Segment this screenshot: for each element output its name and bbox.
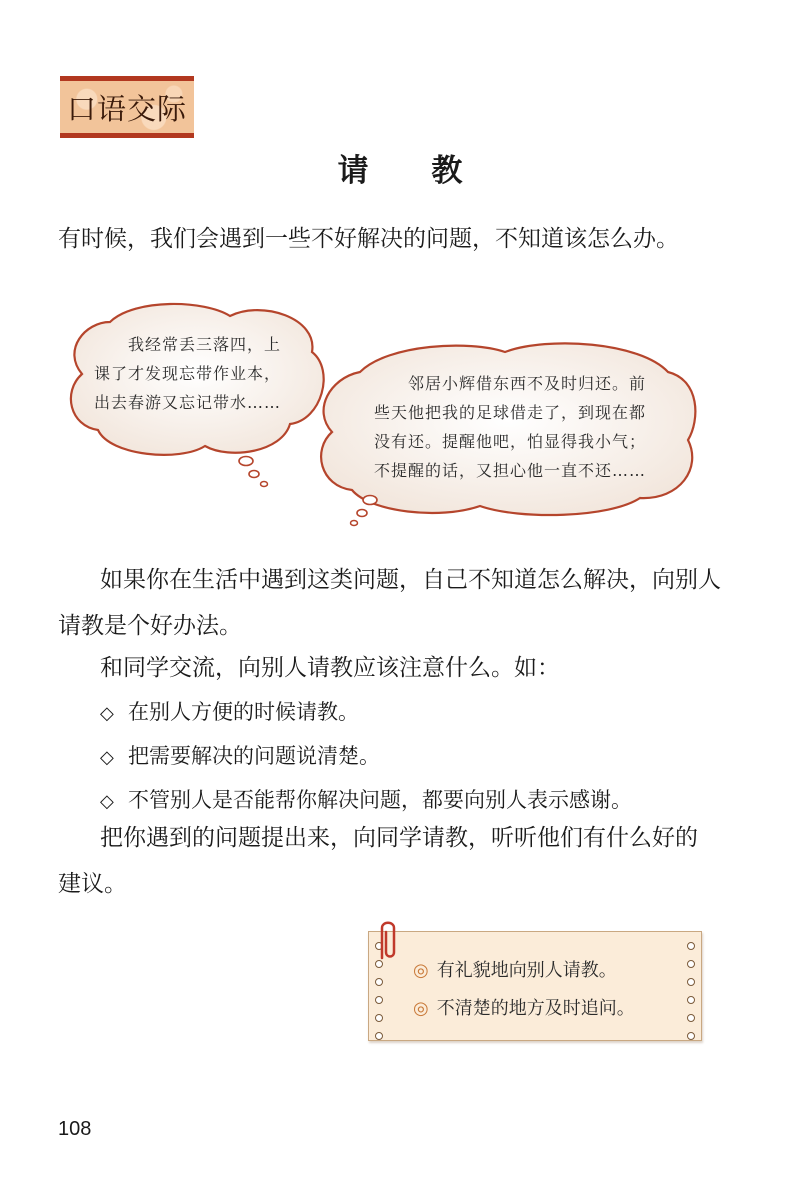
bubble-dot	[239, 457, 253, 466]
paperclip-icon	[368, 918, 408, 968]
tips-list	[100, 690, 632, 822]
paragraph-line: 请教是个好办法。	[58, 613, 242, 639]
page-number: 108	[58, 1118, 92, 1140]
bubble-dot	[261, 482, 268, 487]
bubble-right-line: 没有还。提醒他吧，怕显得我小气；	[374, 432, 647, 451]
paragraph-line: 如果你在生活中遇到这类问题，自己不知道怎么解决，向别人	[100, 567, 721, 593]
list-item: ◇ 在别人方便的时候请教。	[100, 690, 632, 734]
bubble-right-line: 不提醒的话，又担心他一直不还……	[374, 461, 647, 480]
paragraph-line: 和同学交流，向别人请教应该注意什么。如：	[100, 655, 560, 681]
bubble-dot	[249, 471, 259, 478]
section-label: 口语交际	[60, 76, 194, 138]
bubble-dot	[363, 496, 377, 505]
diamond-icon: ◇	[100, 791, 114, 812]
list-item: ◇ 不管别人是否能帮你解决问题，都要向别人表示感谢。	[100, 778, 632, 822]
bubble-dot	[351, 521, 358, 526]
paragraph-line: 建议。	[58, 871, 127, 897]
diamond-icon: ◇	[100, 703, 114, 724]
diamond-icon: ◇	[100, 747, 114, 768]
bubble-right-line: 邻居小辉借东西不及时归还。前	[408, 374, 647, 393]
circle-bullet-icon: ◎	[413, 998, 429, 1019]
bubble-right-line: 些天他把我的足球借走了，到现在都	[374, 403, 647, 422]
bubble-left-line: 课了才发现忘带作业本，	[94, 364, 282, 383]
circle-bullet-icon: ◎	[413, 960, 429, 981]
bubble-left-line: 出去春游又忘记带水……	[94, 393, 282, 412]
note-item: ◎ 有礼貌地向别人请教。	[413, 960, 617, 981]
paragraph-line: 把你遇到的问题提出来，向同学请教，听听他们有什么好的	[100, 825, 698, 851]
intro-text: 有时候，我们会遇到一些不好解决的问题，不知道该怎么办。	[58, 226, 679, 252]
tip-note	[368, 931, 702, 1041]
note-holes	[687, 942, 695, 1050]
note-item: ◎ 不清楚的地方及时追问。	[413, 998, 635, 1019]
bubble-dot	[357, 510, 367, 517]
bubble-left-line: 我经常丢三落四，上	[128, 335, 282, 354]
page-title: 请 教	[337, 153, 489, 189]
list-item: ◇ 把需要解决的问题说清楚。	[100, 734, 632, 778]
